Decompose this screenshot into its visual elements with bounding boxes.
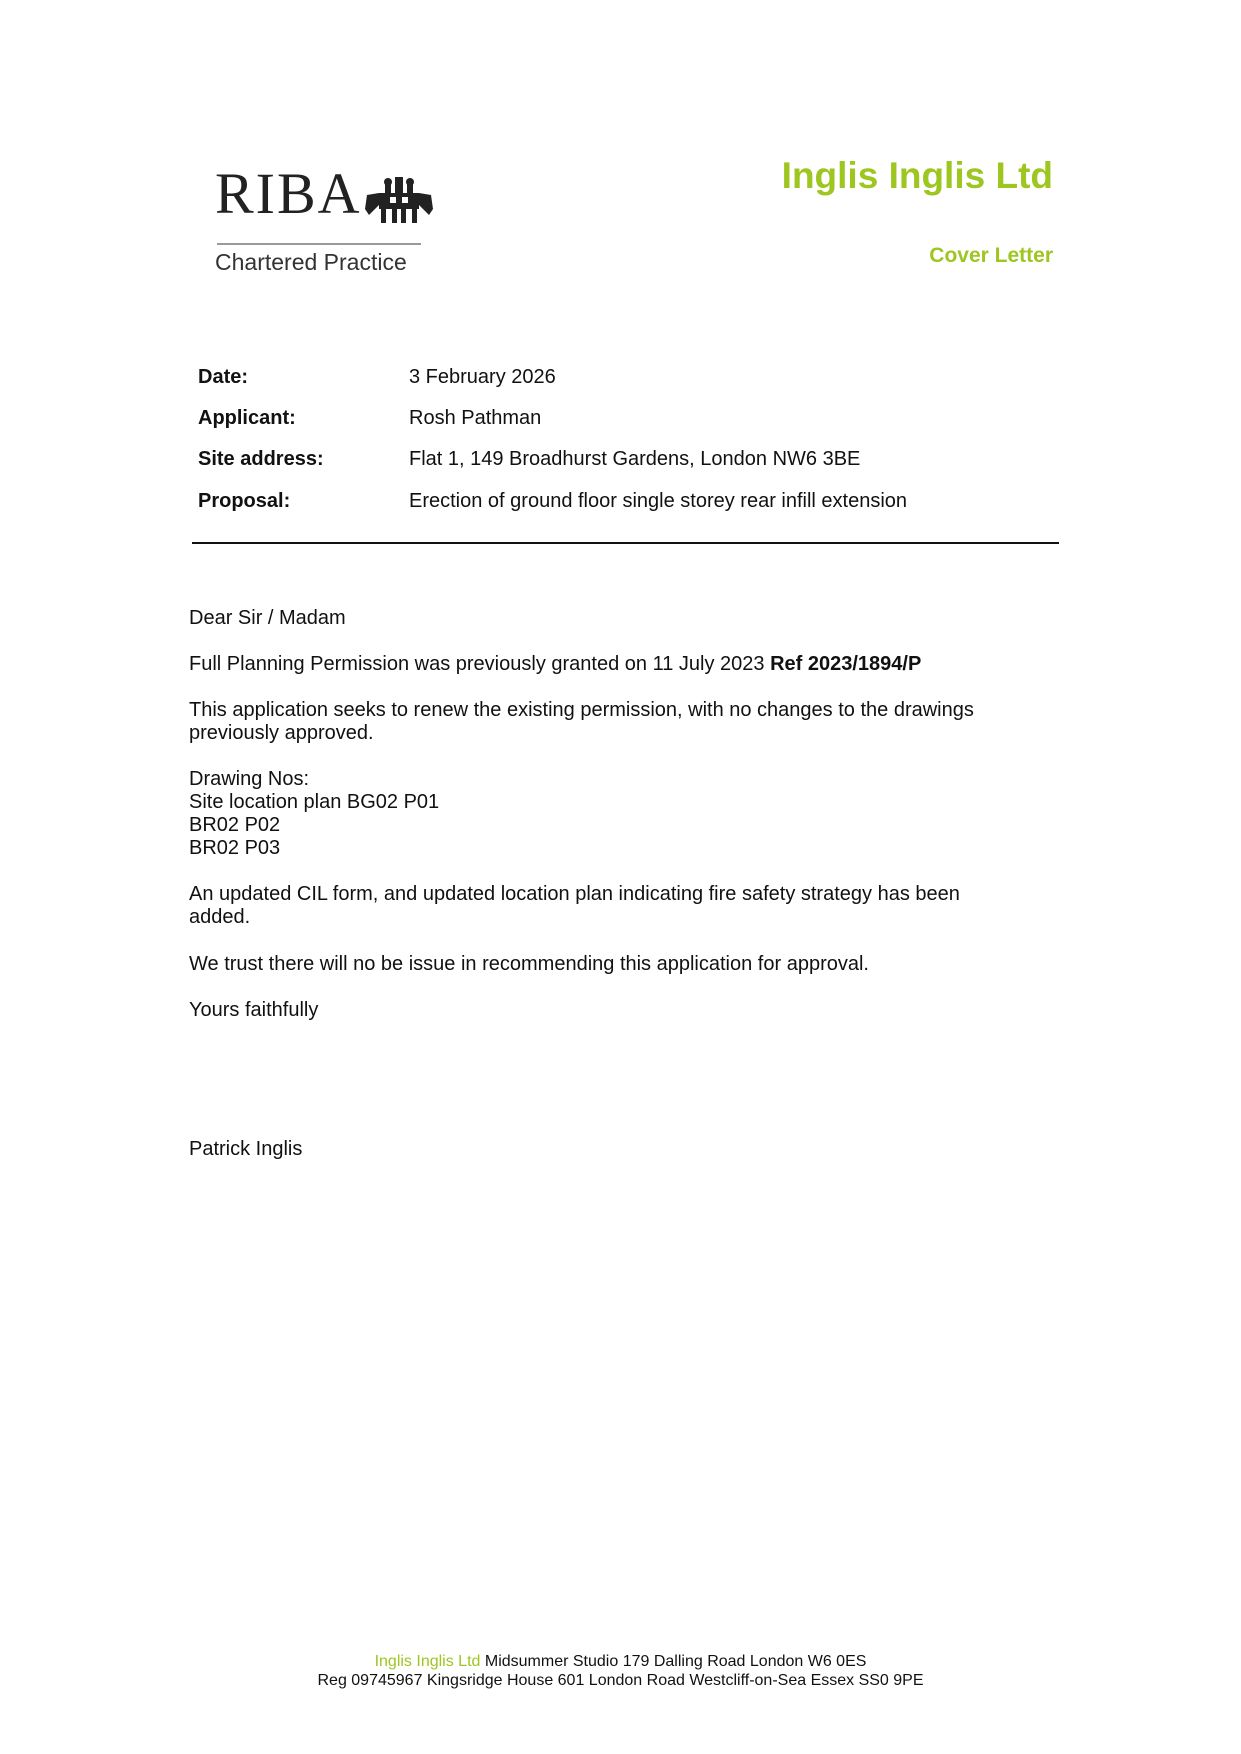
closing: Yours faithfully [189, 999, 319, 1021]
proposal-label: Proposal: [198, 490, 291, 512]
drawing-item: Site location plan BG02 P01 [189, 791, 440, 813]
update-line-2: added. [189, 906, 251, 928]
salutation: Dear Sir / Madam [189, 607, 346, 629]
drawing-item: BR02 P02 [189, 814, 281, 836]
drawings-list [189, 768, 439, 860]
renewal-line-1: This application seeks to renew the existing permission, with no changes to the drawings [189, 699, 974, 721]
footer-address-1: Midsummer Studio 179 Dalling Road London W6 0ES [484, 1653, 867, 1670]
riba-logo [215, 161, 435, 283]
footer-line-1 [0, 1652, 1241, 1671]
date-label: Date: [198, 366, 249, 388]
logo-subtitle: Chartered Practice [215, 249, 407, 275]
update-line-1: An updated CIL form, and updated location plan indicating fire safety strategy has been [189, 883, 960, 905]
renewal-line-2: previously approved. [189, 722, 374, 744]
update-paragraph [189, 883, 960, 929]
details-divider [192, 542, 1059, 544]
permission-paragraph [189, 653, 921, 676]
site-address-value: Flat 1, 149 Broadhurst Gardens, London NW6 3BE [409, 448, 861, 470]
signatory: Patrick Inglis [189, 1138, 303, 1160]
date-value: 3 February 2026 [409, 366, 556, 388]
logo-divider [217, 243, 421, 245]
document-type: Cover Letter [929, 244, 1053, 267]
firm-name: Inglis Inglis Ltd [781, 155, 1053, 196]
drawings-heading: Drawing Nos: [189, 768, 310, 790]
site-address-label: Site address: [198, 448, 324, 470]
drawing-item: BR02 P03 [189, 837, 281, 859]
proposal-value: Erection of ground floor single storey rear infill extension [409, 490, 908, 512]
renewal-paragraph [189, 699, 974, 745]
permission-ref: Ref 2023/1894/P [770, 653, 922, 675]
applicant-value: Rosh Pathman [409, 407, 542, 429]
trust-paragraph: We trust there will no be issue in recommending this application for approval. [189, 953, 869, 975]
permission-text: Full Planning Permission was previously granted on 11 July 2023 [189, 653, 765, 675]
footer-address-2: Reg 09745967 Kingsridge House 601 London Road Westcliff-on-Sea Essex SS0 9PE [317, 1672, 924, 1689]
applicant-label: Applicant: [198, 407, 296, 429]
riba-crest-icon [365, 175, 433, 225]
riba-wordmark: RIBA [215, 161, 362, 226]
footer-company: Inglis Inglis Ltd [374, 1653, 481, 1670]
